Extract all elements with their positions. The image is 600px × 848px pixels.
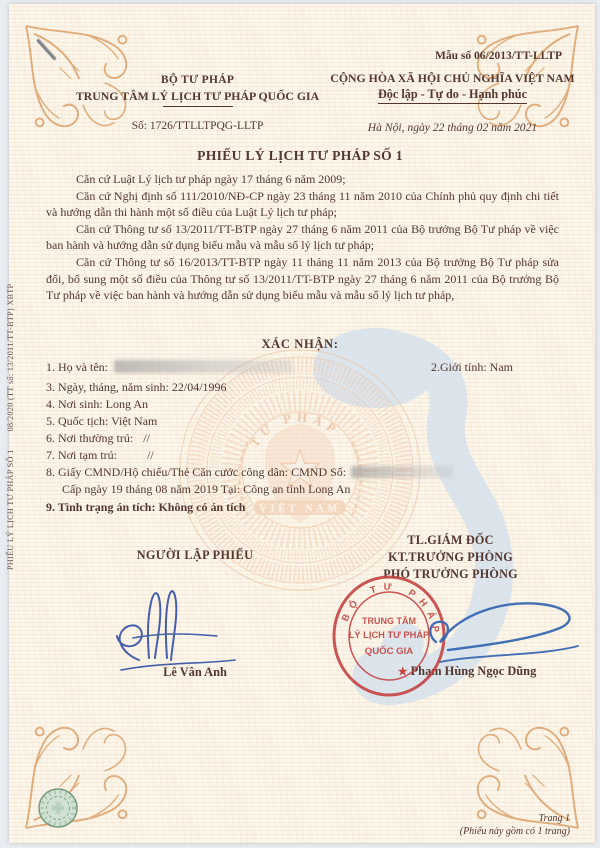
signer-title-line: TL.GIÁM ĐỐC — [407, 533, 494, 547]
emblem-arc-text: TƯ PHÁP — [246, 409, 343, 450]
page-number: Trang 1 — [538, 813, 570, 824]
field-residence-label: 6. Nơi thường trú: — [46, 431, 134, 445]
green-embossed-seal-icon — [36, 786, 80, 830]
legal-preamble — [46, 171, 559, 304]
signature-right — [418, 594, 586, 672]
field-row-dob: 3. Ngày, tháng, năm sinh: 22/04/1996 — [46, 380, 227, 394]
issuing-org-name: TRUNG TÂM LÝ LỊCH TƯ PHÁP QUỐC GIA — [75, 89, 320, 103]
stamp-line1: TRUNG TÂM — [362, 616, 416, 626]
field-row-temp-residence — [46, 448, 559, 463]
signature-left — [105, 578, 245, 673]
signer-title-left: NGƯỜI LẬP PHIẾU — [136, 548, 254, 562]
field-temp-residence-label: 7. Nơi tạm trú: — [46, 448, 118, 462]
preamble-paragraph: Căn cứ Nghị định số 111/2010/NĐ-CP ngày 23 tháng 11 năm 2010 của Chính phủ quy định chi tiết và hướng dẫn thi hành một số điều của Luật Lý lịch tư pháp; — [46, 188, 559, 220]
page-count-note: (Phiếu này gồm có 1 trang) — [459, 826, 570, 837]
stamp-star-icon: ★ — [397, 666, 408, 678]
country-name: CỘNG HÒA XÃ HỘI CHỦ NGHĨA VIỆT NAM — [330, 71, 575, 85]
signer-name-right-text: Phạm Hùng Ngọc Dũng — [410, 664, 537, 678]
side-note-print-code: 08/2020 (TT số: 13/2011/TT-BTP) XBTP — [6, 283, 15, 432]
certify-heading: XÁC NHẬN: — [261, 337, 339, 351]
form-number: Mẫu số 06/2013/TT-LLTP — [435, 50, 562, 62]
stamp-line2: LÝ LỊCH TƯ PHÁP — [348, 630, 430, 640]
field-row-name — [46, 360, 559, 375]
emblem-banner-text: VIỆT NAM — [259, 503, 341, 515]
field-row-nationality: 5. Quốc tịch: Việt Nam — [46, 414, 158, 428]
parent-ministry: BỘ TƯ PHÁP — [160, 74, 235, 86]
redacted-name-value — [114, 360, 292, 373]
field-id-label: 8. Giấy CMND/Hộ chiếu/Thẻ Căn cước công dân: CMND Số: — [46, 465, 347, 479]
org-underline — [163, 106, 233, 107]
issuing-org-block — [55, 72, 340, 107]
document-number: Số: 1726/TTLLTPQG-LLTP — [131, 120, 264, 132]
signer-name-left: Lê Vân Anh — [163, 665, 227, 679]
signer-title-line: PHÓ TRƯỞNG PHÒNG — [383, 567, 518, 581]
field-row-birthplace: 4. Nơi sinh: Long An — [46, 397, 149, 411]
field-row-id-issue: Cấp ngày 19 tháng 08 năm 2019 Tại: Công an tỉnh Long An — [62, 482, 351, 496]
national-motto: Độc lập - Tự do - Hạnh phúc — [378, 86, 527, 104]
stamp-line3: QUỐC GIA — [364, 646, 414, 657]
field-temp-residence-value: // — [147, 448, 154, 462]
side-note-title: PHIẾU LÝ LỊCH TƯ PHÁP SỐ 1 — [6, 449, 15, 570]
stamp-ring-text: BỘ TƯ PHÁP — [339, 581, 442, 640]
field-row-record-status: 9. Tình trạng án tích: Không có án tích — [46, 500, 246, 514]
preamble-paragraph: Căn cứ Thông tư số 13/2011/TT-BTP ngày 27 tháng 6 năm 2011 của Bộ trưởng Bộ Tư pháp về việc ban hành và hướng dẫn sử dụng biểu mẫu và mẫu sổ lý lịch tư pháp; — [46, 221, 559, 253]
preamble-paragraph: Căn cứ Thông tư số 16/2013/TT-BTP ngày 11 tháng 11 năm 2013 của Bộ trưởng Bộ Tư pháp sửa đổi, bổ sung một số điều của Thông tư số 13/2011/TT-BTP ngày 27 tháng 6 năm 2011 của Bộ trưởng Bộ Tư pháp về việc ban hành và hướng dẫn sử dụng biểu mẫu và mẫu sổ lý lịch tư pháp, — [46, 254, 559, 303]
preamble-paragraph: Căn cứ Luật Lý lịch tư pháp ngày 17 tháng 6 năm 2009; — [76, 172, 346, 186]
place-and-date: Hà Nội, ngày 22 tháng 02 năm 2021 — [367, 121, 538, 134]
document-title: PHIẾU LÝ LỊCH TƯ PHÁP SỐ 1 — [197, 148, 403, 163]
national-header-block — [330, 70, 575, 104]
field-name-label: 1. Họ và tên: — [46, 360, 108, 374]
page-footer — [460, 812, 570, 838]
redacted-id-value — [351, 466, 453, 478]
field-row-residence — [46, 431, 559, 446]
field-gender: 2.Giới tính: Nam — [431, 360, 514, 374]
field-residence-value: // — [143, 431, 150, 445]
signer-title-line: KT.TRƯỞNG PHÒNG — [388, 550, 513, 564]
field-row-id — [46, 465, 559, 480]
